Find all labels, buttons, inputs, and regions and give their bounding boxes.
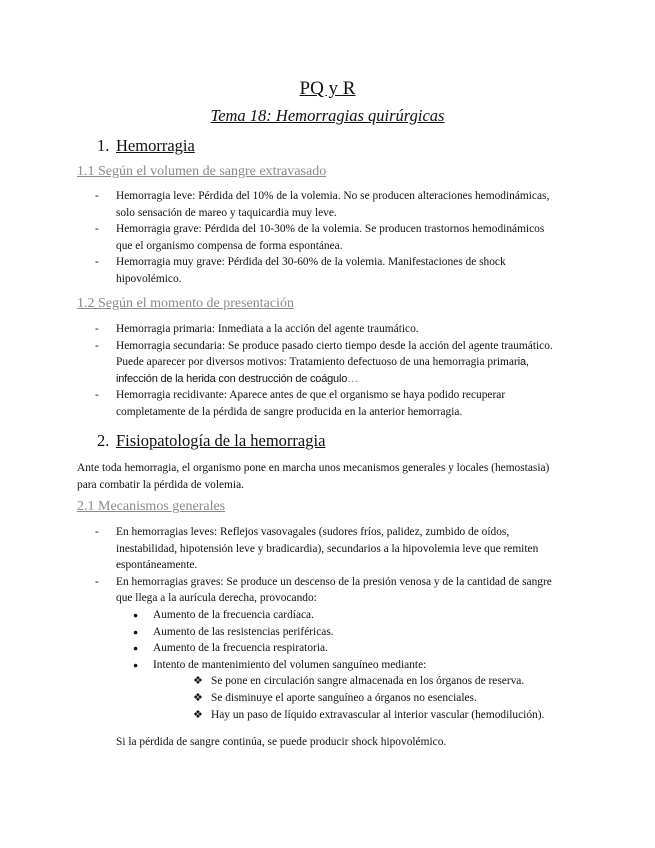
closing-note: Si la pérdida de sangre continúa, se puede producir shock hipovolémico. — [116, 736, 447, 748]
list-item: - Hemorragia primaria: Inmediata a la acción del agente traumático. — [77, 321, 557, 338]
bullet-item: ● Aumento de las resistencias periféricas. — [116, 624, 569, 641]
section-2-number: 2. — [97, 431, 110, 450]
diamond-item: ❖ Se pone en circulación sangre almacenada en los órganos de reserva. — [153, 673, 569, 690]
list-item: - Hemorragia grave: Pérdida del 10-30% de la volemia. Se producen trastornos hemodinámicos que el organismo compensa de forma espontánea. — [77, 221, 557, 254]
section-1-title: Hemorragia — [116, 136, 195, 155]
list-item: - En hemorragias leves: Reflejos vasovagales (sudores fríos, palidez, zumbido de oídos, inestabilidad, hipotensión leve y bradicardia), secundarios a la hipovolemia leve que remiten espontáneamente. — [77, 524, 569, 574]
list-item-text: - En hemorragias graves: Se produce un descenso de la presión venosa y de la cantidad de sangre que llega a la aurícula derecha, provocando: — [116, 575, 552, 605]
diamond-item: ❖ Se disminuye el aporte sanguíneo a órganos no esenciales. — [153, 690, 569, 707]
list-item: - Hemorragia leve: Pérdida del 10% de la volemia. No se producen alteraciones hemodinámicas, solo sensación de mareo y taquicardia muy leve. — [77, 188, 557, 221]
diamond-item: ❖ Hay un paso de líquido extravascular al interior vascular (hemodilución). — [153, 707, 569, 724]
mechanisms-list — [77, 524, 569, 723]
subsection-1-2-heading: 1.2 Según el momento de presentación — [77, 296, 294, 311]
list-item — [77, 574, 569, 723]
ellipsis: … — [347, 372, 359, 385]
effects-list — [116, 607, 569, 723]
section-2-title: Fisiopatología de la hemorragia — [116, 431, 326, 450]
section-2-intro: Ante toda hemorragia, el organismo pone en marcha unos mecanismos generales y locales (hemostasia) para combatir la pérdida de volemia. — [77, 462, 550, 491]
document-title: PQ y R — [299, 78, 356, 99]
list-item: - Hemorragia muy grave: Pérdida del 30-60% de la volemia. Manifestaciones de shock hipovolémico. — [77, 254, 557, 287]
list-item-text: Hemorragia secundaria: Se produce pasado cierto tiempo desde la acción del agente traumático. Puede aparecer por diversos motivos: Tratamiento defectuoso de una hemorragia primar — [116, 339, 553, 369]
section-1-number: 1. — [97, 136, 110, 155]
volume-list — [77, 188, 557, 288]
bullet-item-text: ● Intento de mantenimiento del volumen sanguíneo mediante: — [153, 658, 427, 671]
list-item: - Hemorragia recidivante: Aparece antes de que el organismo se haya podido recuperar completamente de la pérdida de sangre producida en la anterior hemorragia. — [77, 387, 557, 420]
subsection-2-1-heading: 2.1 Mecanismos generales — [77, 499, 226, 514]
list-item — [77, 338, 557, 388]
subsection-1-1-heading: 1.1 Según el volumen de sangre extravasado — [77, 164, 327, 179]
bullet-item: ● Aumento de la frecuencia cardíaca. — [116, 607, 569, 624]
bullet-item — [116, 657, 569, 723]
document-subtitle: Tema 18: Hemorragias quirúrgicas — [210, 106, 445, 125]
list-item-text-tail: ia, infección de la herida con destrucción de coágulo — [116, 356, 529, 385]
mechanism-detail-list — [153, 673, 569, 723]
bullet-item: ● Aumento de la frecuencia respiratoria. — [116, 640, 569, 657]
timing-list — [77, 321, 557, 421]
